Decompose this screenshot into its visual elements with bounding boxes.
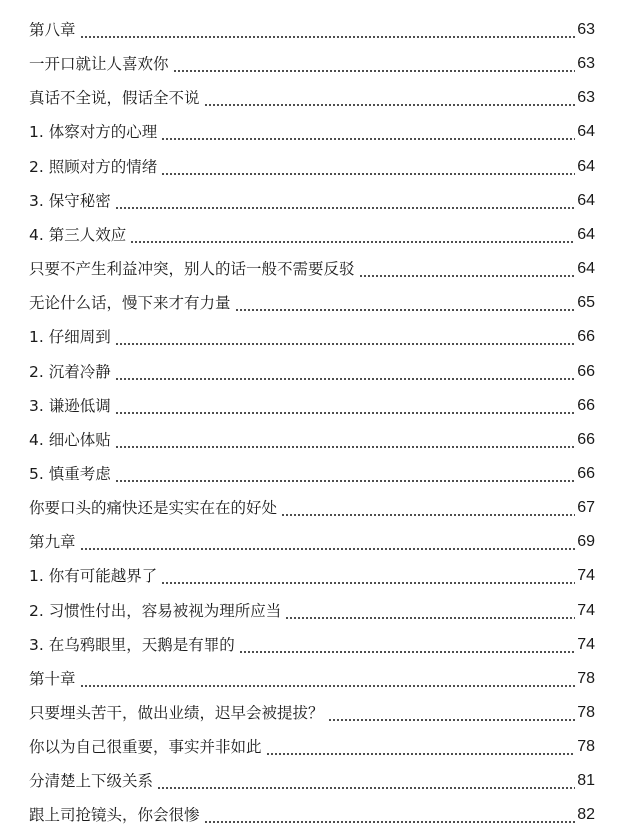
toc-entry-page-number: 74: [577, 601, 595, 619]
dot-leader: [80, 532, 576, 552]
toc-entry-title: 3. 在乌鸦眼里，天鹅是有罪的: [29, 635, 235, 654]
toc-entry-title: 2. 沉着冷静: [29, 362, 111, 381]
toc-entry-title: 2. 照顾对方的情绪: [29, 157, 158, 176]
toc-entry-page-number: 78: [577, 738, 595, 756]
toc-entry-page-number: 67: [577, 499, 595, 517]
dot-leader: [161, 157, 575, 177]
toc-entry-title: 1. 你有可能越界了: [29, 567, 158, 586]
toc-entry-title: 你要口头的痛快还是实实在在的好处: [29, 499, 278, 518]
toc-entry-page-number: 63: [577, 55, 595, 73]
dot-leader: [130, 225, 575, 245]
toc-entry[interactable]: [29, 382, 595, 416]
toc-entry-page-number: 66: [577, 396, 595, 414]
dot-leader: [161, 566, 575, 586]
dot-leader: [80, 669, 576, 689]
toc-entry[interactable]: [29, 40, 595, 74]
toc-entry[interactable]: [29, 6, 595, 40]
toc-entry-title: 真话不全说，假话全不说: [29, 89, 200, 108]
toc-entry-title: 1. 仔细周到: [29, 328, 111, 347]
dot-leader: [328, 703, 576, 723]
toc-entry-page-number: 66: [577, 328, 595, 346]
toc-entry-page-number: 64: [577, 260, 595, 278]
toc-entry[interactable]: [29, 587, 595, 621]
toc-entry[interactable]: [29, 757, 595, 791]
toc-entry-title: 2. 习惯性付出，容易被视为理所应当: [29, 601, 282, 620]
toc-entry[interactable]: [29, 108, 595, 142]
toc-entry[interactable]: [29, 348, 595, 382]
dot-leader: [115, 464, 575, 484]
toc-entry-page-number: 64: [577, 225, 595, 243]
toc-entry-title: 分清楚上下级关系: [29, 772, 154, 791]
toc-entry[interactable]: [29, 723, 595, 757]
toc-entry-page-number: 64: [577, 157, 595, 175]
toc-entry[interactable]: [29, 689, 595, 723]
dot-leader: [239, 635, 575, 655]
toc-entry[interactable]: [29, 791, 595, 825]
dot-leader: [281, 498, 575, 518]
toc-entry[interactable]: [29, 143, 595, 177]
dot-leader: [115, 430, 575, 450]
toc-entry-page-number: 64: [577, 123, 595, 141]
toc-entry-title: 4. 细心体贴: [29, 430, 111, 449]
toc-entry[interactable]: [29, 450, 595, 484]
toc-entry-title: 只要不产生利益冲突，别人的话一般不需要反驳: [29, 260, 355, 279]
toc-entry-page-number: 74: [577, 567, 595, 585]
dot-leader: [173, 54, 576, 74]
dot-leader: [285, 601, 575, 621]
toc-entry-title: 第十章: [29, 669, 76, 688]
toc-entry[interactable]: [29, 552, 595, 586]
toc-entry-title: 4. 第三人效应: [29, 225, 127, 244]
toc-entry[interactable]: [29, 74, 595, 108]
dot-leader: [266, 737, 576, 757]
toc-entry-page-number: 66: [577, 430, 595, 448]
dot-leader: [204, 805, 576, 825]
toc-entry[interactable]: [29, 484, 595, 518]
dot-leader: [157, 771, 575, 791]
toc-entry-page-number: 69: [577, 533, 595, 551]
toc-entry-title: 第九章: [29, 533, 76, 552]
dot-leader: [235, 293, 576, 313]
toc-entry-title: 第八章: [29, 21, 76, 39]
dot-leader: [115, 191, 575, 211]
toc-entry-title: 无论什么话，慢下来才有力量: [29, 294, 231, 313]
dot-leader: [115, 327, 575, 347]
toc-entry-page-number: 65: [577, 294, 595, 312]
toc-entry-title: 跟上司抢镜头，你会很惨: [29, 806, 200, 825]
toc-entry[interactable]: [29, 655, 595, 689]
toc-entry-title: 只要埋头苦干，做出业绩，迟早会被提拔？: [29, 704, 324, 722]
toc-entry[interactable]: [29, 245, 595, 279]
toc-entry-page-number: 74: [577, 635, 595, 653]
toc-entry[interactable]: [29, 279, 595, 313]
toc-entry-page-number: 66: [577, 464, 595, 482]
dot-leader: [80, 20, 576, 40]
toc-entry-title: 你以为自己很重要，事实并非如此: [29, 738, 262, 757]
dot-leader: [359, 259, 576, 279]
toc-entry-page-number: 63: [577, 21, 595, 38]
toc-entry[interactable]: [29, 416, 595, 450]
toc-entry-page-number: 63: [577, 89, 595, 107]
toc-entry[interactable]: [29, 518, 595, 552]
toc-entry-page-number: 64: [577, 191, 595, 209]
toc-entry-title: 1. 体察对方的心理: [29, 123, 158, 142]
toc-entry-title: 一开口就让人喜欢你: [29, 55, 169, 74]
dot-leader: [161, 122, 575, 142]
toc-entry-page-number: 82: [577, 806, 595, 824]
toc-entry-page-number: 66: [577, 362, 595, 380]
dot-leader: [204, 88, 576, 108]
toc-entry[interactable]: [29, 177, 595, 211]
toc-entry[interactable]: [29, 211, 595, 245]
toc-entry-page-number: 81: [577, 772, 595, 790]
toc-entry[interactable]: [29, 313, 595, 347]
dot-leader: [115, 396, 575, 416]
toc-entry[interactable]: [29, 621, 595, 655]
toc-entry-page-number: 78: [577, 704, 595, 721]
toc-entry-title: 5. 慎重考虑: [29, 464, 111, 483]
toc-entry-title: 3. 保守秘密: [29, 191, 111, 210]
toc-entry-page-number: 78: [577, 669, 595, 687]
dot-leader: [115, 362, 575, 382]
toc-entry-title: 3. 谦逊低调: [29, 396, 111, 415]
